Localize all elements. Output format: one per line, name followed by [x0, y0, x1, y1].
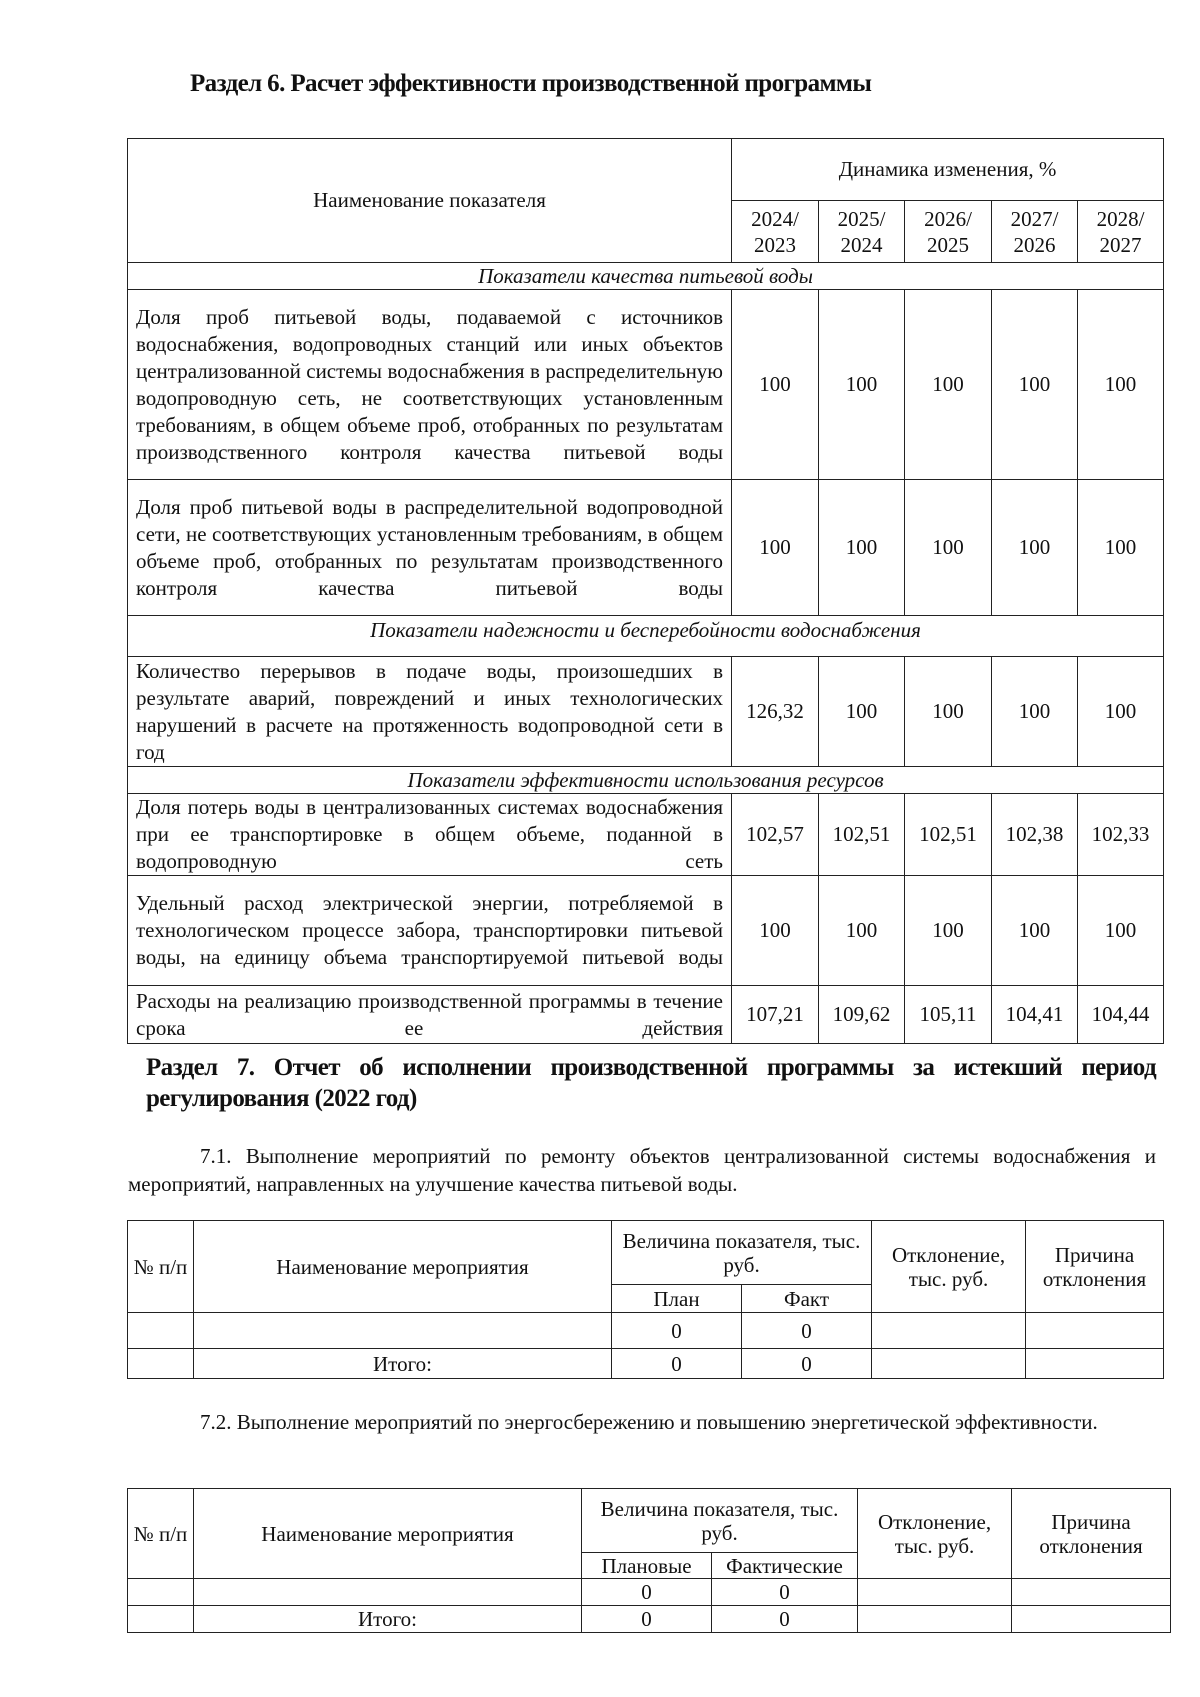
row-plan: 0 [612, 1313, 742, 1349]
value-cell: 100 [992, 657, 1078, 767]
total-plan: 0 [582, 1606, 712, 1633]
row-fact: 0 [712, 1579, 858, 1606]
fact-header: Факт [742, 1285, 872, 1313]
row-deviation [872, 1313, 1026, 1349]
row-num [128, 1579, 194, 1606]
fact-header: Фактические [712, 1553, 858, 1579]
value-cell: 100 [992, 480, 1078, 616]
value-cell: 100 [1078, 657, 1164, 767]
value-cell: 100 [1078, 876, 1164, 986]
total-deviation [872, 1349, 1026, 1379]
value-cell: 100 [992, 290, 1078, 480]
year-header: 2027/ 2026 [992, 201, 1078, 263]
value-cell: 109,62 [819, 986, 905, 1044]
row-plan: 0 [582, 1579, 712, 1606]
value-cell: 102,57 [732, 794, 819, 876]
group-title: Показатели качества питьевой воды [128, 263, 1164, 290]
section-6-title: Раздел 6. Расчет эффективности производственной программы [190, 70, 872, 97]
value-cell: 100 [732, 876, 819, 986]
value-cell: 100 [905, 876, 992, 986]
value-cell: 107,21 [732, 986, 819, 1044]
row-measure [194, 1579, 582, 1606]
group-title: Показатели надежности и бесперебойности водоснабжения [128, 616, 1164, 657]
value-cell: 105,11 [905, 986, 992, 1044]
value-cell: 100 [992, 876, 1078, 986]
measure-name-header: Наименование мероприятия [194, 1489, 582, 1579]
row-reason [1026, 1313, 1164, 1349]
indicator-name: Доля проб питьевой воды, подаваемой с источников водоснабжения, водопроводных станций или иных объектов централизованной системы водоснабжения в распределительную водопроводную сеть, не соответствующих установленным требованиям, в общем объеме проб, отобранных по результатам производственного контроля качества питьевой воды [128, 290, 732, 480]
section-7-title: Раздел 7. Отчет об исполнении производственной программы за истекший период регулирования (2022 год) [146, 1054, 1156, 1112]
year-header: 2026/ 2025 [905, 201, 992, 263]
deviation-header: Отклонение, тыс. руб. [872, 1221, 1026, 1313]
value-cell: 100 [819, 480, 905, 616]
year-header: 2025/ 2024 [819, 201, 905, 263]
total-reason [1026, 1349, 1164, 1379]
plan-header: План [612, 1285, 742, 1313]
indicator-name: Удельный расход электрической энергии, потребляемой в технологическом процессе забора, транспортировки питьевой воды, на единицу объема транспортируемой питьевой воды [128, 876, 732, 986]
total-num [128, 1349, 194, 1379]
value-cell: 126,32 [732, 657, 819, 767]
row-measure [194, 1313, 612, 1349]
num-header: № п/п [128, 1221, 194, 1313]
total-label: Итого: [194, 1606, 582, 1633]
paragraph-7-1: 7.1. Выполнение мероприятий по ремонту объектов централизованной системы водоснабжения и мероприятий, направленных на улучшение качества питьевой воды. [128, 1144, 1156, 1196]
indicator-name: Доля потерь воды в централизованных системах водоснабжения при ее транспортировке в общем объеме, поданной в водопроводную сеть [128, 794, 732, 876]
value-cell: 100 [1078, 290, 1164, 480]
total-plan: 0 [612, 1349, 742, 1379]
total-fact: 0 [712, 1606, 858, 1633]
paragraph-7-2: 7.2. Выполнение мероприятий по энергосбережению и повышению энергетической эффективности. [200, 1410, 1098, 1434]
total-fact: 0 [742, 1349, 872, 1379]
value-cell: 100 [819, 876, 905, 986]
value-cell: 104,41 [992, 986, 1078, 1044]
plan-header: Плановые [582, 1553, 712, 1579]
indicator-name: Доля проб питьевой воды в распределительной водопроводной сети, не соответствующих установленным требованиям, в общем объеме проб, отобранных по результатам производственного контроля качества питьевой воды [128, 480, 732, 616]
total-label: Итого: [194, 1349, 612, 1379]
group-title: Показатели эффективности использования ресурсов [128, 767, 1164, 794]
reason-header: Причина отклонения [1012, 1489, 1171, 1579]
total-reason [1012, 1606, 1171, 1633]
year-header: 2028/ 2027 [1078, 201, 1164, 263]
reason-header: Причина отклонения [1026, 1221, 1164, 1313]
value-cell: 100 [732, 290, 819, 480]
value-cell: 100 [819, 657, 905, 767]
total-deviation [858, 1606, 1012, 1633]
deviation-header: Отклонение, тыс. руб. [858, 1489, 1012, 1579]
value-header: Величина показателя, тыс. руб. [612, 1221, 872, 1285]
indicator-name: Количество перерывов в подаче воды, произошедших в результате аварий, повреждений и иных технологических нарушений в расчете на протяженность водопроводной сети в год [128, 657, 732, 767]
efficiency-table [127, 138, 1164, 1044]
value-header: Величина показателя, тыс. руб. [582, 1489, 858, 1553]
value-cell: 102,51 [905, 794, 992, 876]
value-cell: 102,51 [819, 794, 905, 876]
value-cell: 100 [1078, 480, 1164, 616]
value-cell: 100 [905, 657, 992, 767]
year-header: 2024/ 2023 [732, 201, 819, 263]
indicator-name: Расходы на реализацию производственной программы в течение срока ее действия [128, 986, 732, 1044]
value-cell: 100 [819, 290, 905, 480]
value-cell: 100 [905, 290, 992, 480]
row-num [128, 1313, 194, 1349]
value-cell: 100 [732, 480, 819, 616]
value-cell: 102,33 [1078, 794, 1164, 876]
dynamics-header: Динамика изменения, % [732, 139, 1164, 201]
value-cell: 100 [905, 480, 992, 616]
indicator-name-header: Наименование показателя [128, 139, 732, 263]
row-fact: 0 [742, 1313, 872, 1349]
repair-measures-table [127, 1220, 1164, 1379]
value-cell: 102,38 [992, 794, 1078, 876]
row-reason [1012, 1579, 1171, 1606]
energy-saving-table [127, 1488, 1171, 1633]
total-num [128, 1606, 194, 1633]
value-cell: 104,44 [1078, 986, 1164, 1044]
num-header: № п/п [128, 1489, 194, 1579]
row-deviation [858, 1579, 1012, 1606]
measure-name-header: Наименование мероприятия [194, 1221, 612, 1313]
